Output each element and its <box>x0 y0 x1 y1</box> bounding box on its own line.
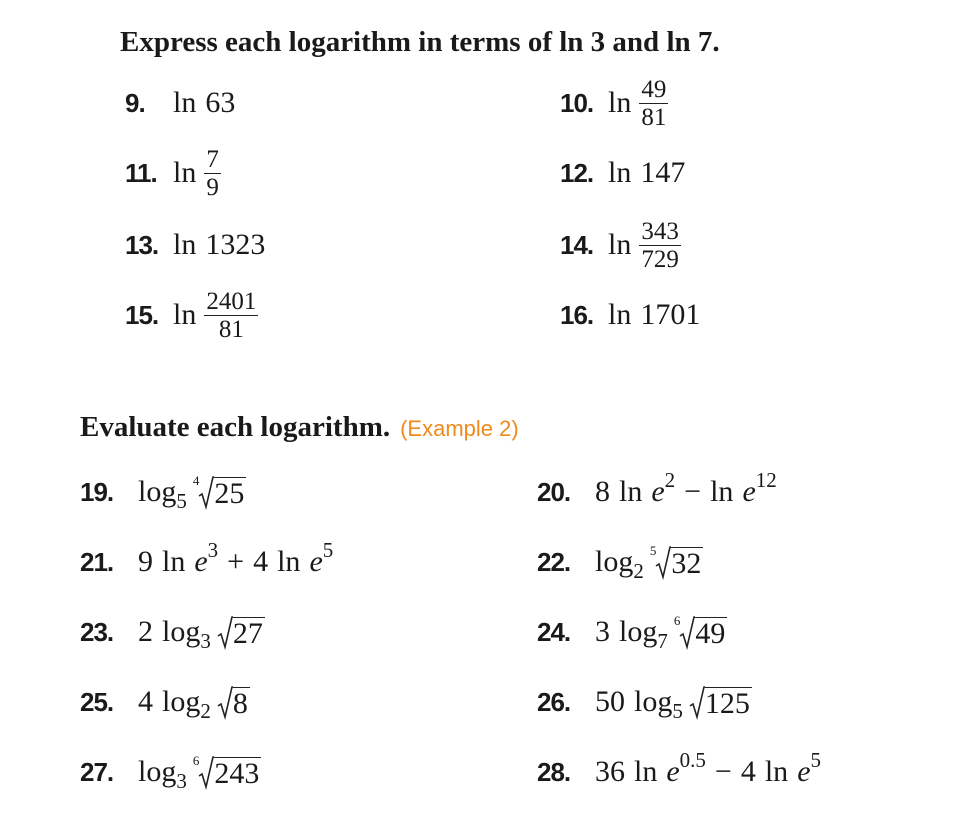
log-base: 2 <box>633 558 644 583</box>
problem-number: 25. <box>80 686 114 717</box>
coefficient: 9 <box>138 545 153 578</box>
problem-number: 13. <box>125 229 159 260</box>
radical <box>674 614 728 650</box>
function-name: ln <box>710 475 734 508</box>
radicand: 8 <box>232 687 248 720</box>
problem-number: 21. <box>80 546 114 577</box>
denominator: 81 <box>641 103 667 131</box>
problem-26 <box>537 672 752 732</box>
radical-index: 6 <box>192 753 200 768</box>
radicand: 125 <box>704 687 750 720</box>
radical <box>193 754 262 790</box>
argument: 1323 <box>205 228 266 261</box>
problem-19 <box>80 462 246 522</box>
problem-24 <box>537 602 727 662</box>
exponent: 2 <box>664 467 676 492</box>
coefficient: 4 <box>740 755 756 788</box>
coefficient: 8 <box>595 475 610 508</box>
radical-sign-icon <box>198 476 214 510</box>
radical-sign-icon <box>689 686 705 720</box>
numerator: 7 <box>206 145 219 173</box>
exponent: 5 <box>322 537 334 562</box>
radicand: 32 <box>671 547 702 580</box>
radical-index: 5 <box>649 543 657 558</box>
section2-title: Evaluate each logarithm. <box>80 411 391 443</box>
function-name: log <box>595 545 634 578</box>
exponent: 5 <box>810 747 822 772</box>
function-name: ln <box>608 228 632 261</box>
function-name: ln <box>277 545 301 578</box>
operator: − <box>684 475 702 508</box>
radicand: 27 <box>232 617 263 650</box>
function-name: ln <box>634 755 658 788</box>
problem-number: 9. <box>125 87 145 118</box>
function-name: ln <box>608 156 632 189</box>
coefficient: 4 <box>138 685 153 718</box>
numerator: 2401 <box>206 287 257 315</box>
base-e: e <box>651 475 665 508</box>
problem-number: 23. <box>80 616 114 647</box>
problem-number: 11. <box>125 157 157 188</box>
denominator: 9 <box>206 173 219 201</box>
problem-28 <box>537 742 821 802</box>
radical-sign-icon <box>655 546 671 580</box>
problem-number: 22. <box>537 546 571 577</box>
base-e: e <box>309 545 323 578</box>
problem-27 <box>80 742 261 802</box>
radical <box>217 614 265 650</box>
function-name: ln <box>173 228 197 261</box>
function-name: log <box>138 755 177 788</box>
log-base: 7 <box>657 628 668 653</box>
radical-index: 4 <box>192 473 200 488</box>
base-e: e <box>797 755 811 788</box>
exponent: 0.5 <box>679 747 706 772</box>
function-name: log <box>138 475 177 508</box>
argument: 1701 <box>640 298 701 331</box>
problem-22 <box>537 532 703 592</box>
problem-16 <box>560 285 700 345</box>
base-e: e <box>194 545 208 578</box>
exponent: 3 <box>207 537 219 562</box>
problem-9 <box>125 73 235 133</box>
fraction <box>639 218 681 273</box>
function-name: log <box>619 615 658 648</box>
coefficient: 50 <box>595 685 625 718</box>
operator: − <box>714 755 732 788</box>
radicand: 49 <box>695 617 726 650</box>
log-base: 5 <box>672 698 683 723</box>
function-name: ln <box>619 475 643 508</box>
radical <box>689 684 752 720</box>
problem-14 <box>560 215 681 275</box>
problem-number: 12. <box>560 157 594 188</box>
radical <box>217 684 250 720</box>
argument: 147 <box>640 156 686 189</box>
radical <box>650 544 704 580</box>
fraction <box>204 146 221 201</box>
function-name: log <box>162 685 201 718</box>
function-name: ln <box>173 156 197 189</box>
problem-number: 24. <box>537 616 571 647</box>
log-base: 3 <box>200 628 211 653</box>
problem-25 <box>80 672 250 732</box>
coefficient: 4 <box>253 545 269 578</box>
operator: + <box>227 545 245 578</box>
denominator: 81 <box>218 315 244 343</box>
radical-index: 6 <box>673 613 681 628</box>
function-name: ln <box>173 86 197 119</box>
problem-20 <box>537 462 777 522</box>
coefficient: 36 <box>595 755 625 788</box>
problem-23 <box>80 602 265 662</box>
problem-number: 28. <box>537 756 571 787</box>
function-name: ln <box>764 755 789 788</box>
problem-15 <box>125 285 258 345</box>
numerator: 49 <box>641 75 667 103</box>
section2-heading <box>80 411 519 444</box>
denominator: 729 <box>641 245 679 273</box>
section1-heading: Express each logarithm in terms of ln 3 and ln 7. <box>120 26 720 58</box>
problem-12 <box>560 143 685 203</box>
log-base: 5 <box>176 488 187 513</box>
argument: 63 <box>205 86 236 119</box>
radicand: 25 <box>214 477 245 510</box>
function-name: ln <box>173 298 197 331</box>
problem-21 <box>80 532 333 592</box>
problem-11 <box>125 143 221 203</box>
problem-number: 15. <box>125 299 159 330</box>
problem-number: 20. <box>537 476 571 507</box>
example-reference[interactable]: (Example 2) <box>400 416 519 441</box>
base-e: e <box>666 755 680 788</box>
problem-number: 27. <box>80 756 114 787</box>
problem-number: 16. <box>560 299 594 330</box>
function-name: log <box>162 615 201 648</box>
coefficient: 3 <box>595 615 610 648</box>
radical <box>193 474 247 510</box>
coefficient: 2 <box>138 615 153 648</box>
fraction <box>204 288 258 343</box>
problem-number: 14. <box>560 229 594 260</box>
radical-sign-icon <box>198 756 214 790</box>
base-e: e <box>742 475 756 508</box>
function-name: ln <box>608 298 632 331</box>
log-base: 2 <box>200 698 211 723</box>
problem-13 <box>125 215 265 275</box>
problem-number: 10. <box>560 87 594 118</box>
function-name: log <box>634 685 673 718</box>
numerator: 343 <box>641 217 679 245</box>
function-name: ln <box>608 86 632 119</box>
radical-sign-icon <box>679 616 695 650</box>
fraction <box>639 76 668 131</box>
problem-number: 26. <box>537 686 571 717</box>
problem-10 <box>560 73 668 133</box>
problem-number: 19. <box>80 476 114 507</box>
exponent: 12 <box>755 467 777 492</box>
radicand: 243 <box>214 757 260 790</box>
radical-sign-icon <box>217 686 233 720</box>
function-name: ln <box>162 545 186 578</box>
radical-sign-icon <box>217 616 233 650</box>
log-base: 3 <box>176 768 187 793</box>
